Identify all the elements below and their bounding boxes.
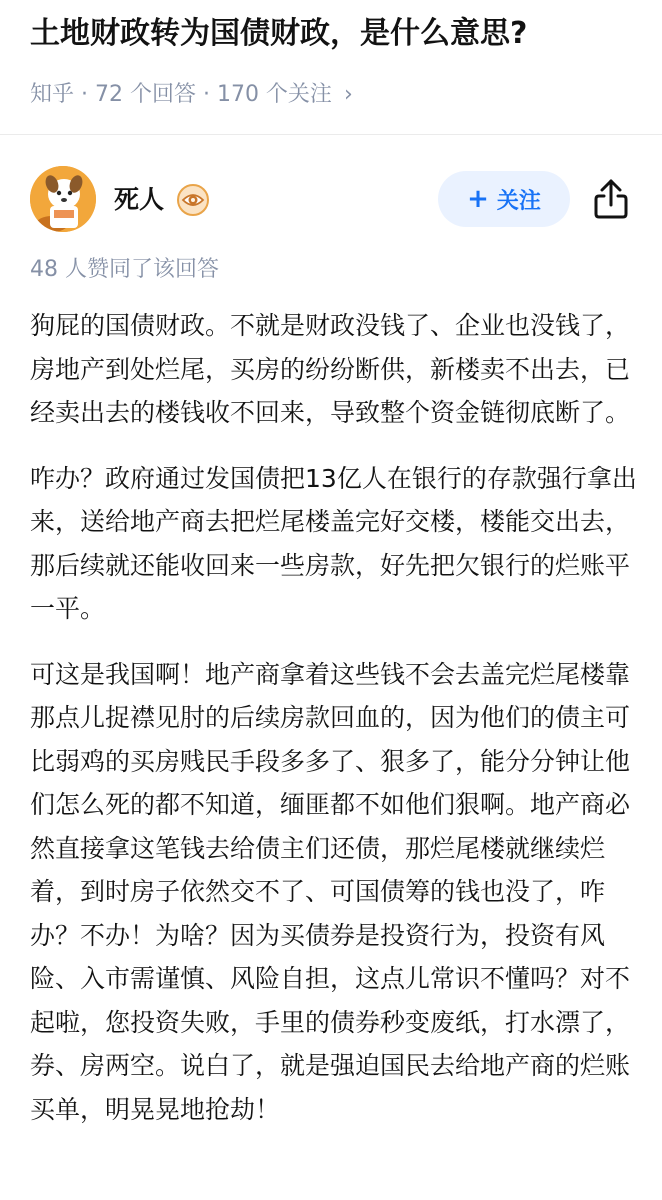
dog-avatar-icon bbox=[30, 166, 96, 232]
eye-badge-icon bbox=[176, 183, 210, 217]
question-header bbox=[30, 0, 640, 110]
question-title[interactable]: 土地财政转为国债财政，是什么意思? bbox=[30, 16, 528, 51]
follow-button[interactable] bbox=[438, 171, 570, 227]
divider bbox=[0, 134, 662, 135]
chevron-right-icon: › bbox=[343, 82, 353, 107]
answer-paragraph: 咋办？政府通过发国债把13亿人在银行的存款强行拿出来，送给地产商去把烂尾楼盖完好交楼，楼能交出去，那后续就还能收回来一些房款，好先把欠银行的烂账平一平。 bbox=[30, 463, 637, 623]
answer-paragraph: 可这是我国啊！地产商拿着这些钱不会去盖完烂尾楼靠那点儿捉襟见肘的后续房款回血的，因为他们的债主可比弱鸡的买房贱民手段多多了、狠多了，能分分钟让他们怎么死的都不知道，缅匪都不如他们狠啊。地产商必然直接拿这笔钱去给债主们还债，那烂尾楼就继续烂着，到时房子依然交不了、可国债筹的钱也没了，咋办？不办！为啥？因为买债券是投资行为，投资有风险、入市需谨慎、风险自担，这点儿常识不懂吗？对不起啦，您投资失败，手里的债券秒变废纸，打水漂了，券、房两空。说白了，就是强迫国民去给地产商的烂账买单，明晃晃地抢劫！ bbox=[30, 659, 631, 1124]
follow-label: 关注 bbox=[496, 188, 541, 214]
author-row bbox=[30, 166, 636, 234]
share-icon[interactable] bbox=[592, 178, 630, 220]
answer-paragraph: 狗屁的国债财政。不就是财政没钱了、企业也没钱了，房地产到处烂尾，买房的纷纷断供，新楼卖不出去，已经卖出去的楼钱收不回来，导致整个资金链彻底断了。 bbox=[30, 311, 631, 427]
plus-icon: + bbox=[467, 184, 489, 214]
question-stats: 知乎 · 72 个回答 · 170 个关注 bbox=[30, 82, 332, 107]
vote-count: 48 人赞同了该回答 bbox=[30, 257, 219, 282]
question-meta[interactable] bbox=[30, 80, 640, 110]
author-name[interactable]: 死人 bbox=[114, 185, 165, 214]
avatar[interactable] bbox=[30, 166, 96, 232]
answer-content bbox=[30, 304, 638, 1153]
